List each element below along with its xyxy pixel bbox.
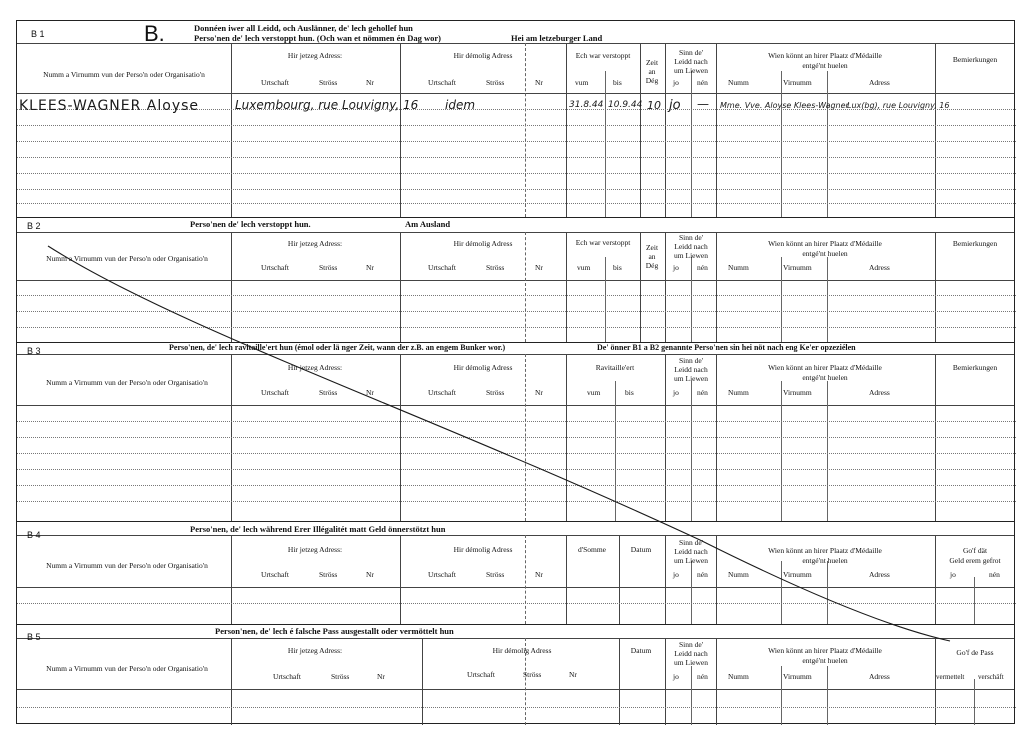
intro-line-1: Donnéen iwer all Leidd, och Auslänner, de' lech gehollef hun: [194, 23, 413, 33]
entry-alive: jo: [669, 98, 681, 113]
section-title-b2: Perso'nen de' lech verstoppt hun.: [190, 219, 311, 229]
entry-from: 31.8.44: [569, 100, 604, 110]
col-hidden: Ech war verstoppt: [575, 51, 631, 60]
col-pass: Go'f de Pass: [956, 648, 994, 657]
col-old-address: Hir démolig Adress: [453, 51, 513, 60]
intro-line-2: Perso'nen de' lech verstoppt hun. (Och wan et nömmen én Dag wor): [194, 33, 441, 43]
entry-days: 10: [647, 99, 661, 112]
section-code-b4: B 4: [27, 530, 41, 540]
section-code-b2: B 2: [27, 221, 41, 231]
col-ravitaillert: Ravitaille'ert: [595, 363, 635, 372]
entry-old-address: idem: [445, 98, 476, 112]
section-title-b4: Perso'nen, de' lech während Erer Illégalitét matt Geld önnerstötzt hun: [190, 524, 446, 534]
col-somme: d'Somme: [577, 545, 607, 554]
section-place-b2: Am Ausland: [405, 219, 451, 229]
entry-address: Luxembourg, rue Louvigny, 16: [235, 98, 419, 112]
entry-name: KLEES-WAGNER Aloyse: [19, 98, 200, 114]
registration-form-sheet: B 1 B. Donnéen iwer all Leidd, och Auslänner, de' lech gehollef hun Perso'nen de' lech verstoppt hun. (Och wan et nömmen én Dag wor) Hei am letzeburger Land Numm a Virnumm vun der Perso'n oder Organisatio'n Hir jetzeg Adress: Urtschaft Ströss Nr Hir démolig Adress Urtschaft Ströss Nr Ech war verstoppt vum bis Zeit an Dég Sinn de' Leidd nach um Liewen jo nén Wien könnt an hirer Plaatz d'Médaille entgé'nt huelen Numm Virnumm Adress Bemierkungen KLEES-WAGNER Aloyse Luxembourg, rue Louvigny, 16 idem 31.8.44 10.9.44 10 jo — Mme. Vve. Aloyse Klees-Wagner Lux(bg), rue Louvigny, 16 B 2 Perso'nen de' lech verstoppt hun. Am Ausland Numm a Virnumm vun der Perso'n oder Organisatio'n Hir jetzeg Adress: Urtschaft Ströss Nr Hir démolig Adress Urtschaft Ströss Nr Ech war verstoppt vum bis Zeit an Dég Sinn de' Leidd nach um Liewen jo nén Wien könnt an hirer Plaatz d'Médaille entgé'nt huelen Numm Virnumm Adress Bemierkungen B 3 Perso'nen, de' lech ravitaille'ert hun (émol oder lä nger Zeit, wann der z.B. an engem Bunker wor.) De' önner B1 a B2 genannte Perso'nen sin hei nöt nach eng Ke'er opzeziélen Numm a Virnumm vun der Perso'n oder Organisatio'n Hir jetzeg Adress: Urtschaft Ströss Nr Hir démolig Adress Urtschaft Ströss Nr Ravitaille'ert vum bis Sinn de' Leidd nach um Liewen jo nén Wien könnt an hirer Plaatz d'Médaille entgé'nt huelen Numm Virnumm Adress Bemierkungen B 4 Perso'nen, de' lech während Erer Illégalitét matt Geld önnerstötzt hun Numm a Virnumm vun der Perso'n oder Organisatio'n Hir jetzeg Adress: Urtschaft Ströss Nr Hir démolig Adress Urtschaft Ströss Nr d'Somme Datum Sinn de' Leidd nach um Liewen jo nén Wien könnt an hirer Plaatz d'Médaille entgé'nt huelen Numm Virnumm Adress Go'f dät Geld erem gefrot jo nén B 5 Person'nen, de' lech é falsche Pass ausgestallt oder vermöttelt hun Numm a Virnumm vun der Perso'n oder Organisatio'n Hir jetzeg Adress: Urtschaft Ströss Nr Hir démolig Adress Urtschaft Ströss Nr Datum Sinn de' Leidd nach um Liewen jo nén Wien könnt an hirer Plaatz d'Médaille entgé'nt huelen Numm Virnumm Adress Go'f de Pass vermettelt verschäft: [16, 20, 1015, 724]
section-code-b3: B 3: [27, 346, 41, 356]
col-remarks: Bemierkungen: [952, 55, 998, 64]
entry-medal-address: Lux(bg), rue Louvigny, 16: [847, 101, 950, 110]
intro-place: Hei am letzeburger Land: [511, 33, 603, 43]
entry-dash: —: [697, 97, 709, 111]
section-note-b3: De' önner B1 a B2 genannte Perso'nen sin hei nöt nach eng Ke'er opzeziélen: [597, 343, 856, 352]
entry-to: 10.9.44: [608, 100, 643, 110]
col-datum: Datum: [630, 545, 652, 554]
section-code-b1: B 1: [31, 29, 45, 39]
section-title-b5: Person'nen, de' lech é falsche Pass ausgestallt oder vermöttelt hun: [215, 626, 454, 636]
col-name: Numm a Virnumm vun der Perso'n oder Organisatio'n: [43, 70, 205, 79]
col-current-address: Hir jetzeg Adress:: [287, 51, 343, 60]
form-letter: B.: [144, 21, 165, 46]
entry-medal-name: Mme. Vve. Aloyse Klees-Wagner: [720, 101, 849, 110]
section-title-b3: Perso'nen, de' lech ravitaille'ert hun (émol oder lä nger Zeit, wann der z.B. an engem Bunker wor.): [169, 343, 506, 352]
section-code-b5: B 5: [27, 632, 41, 642]
